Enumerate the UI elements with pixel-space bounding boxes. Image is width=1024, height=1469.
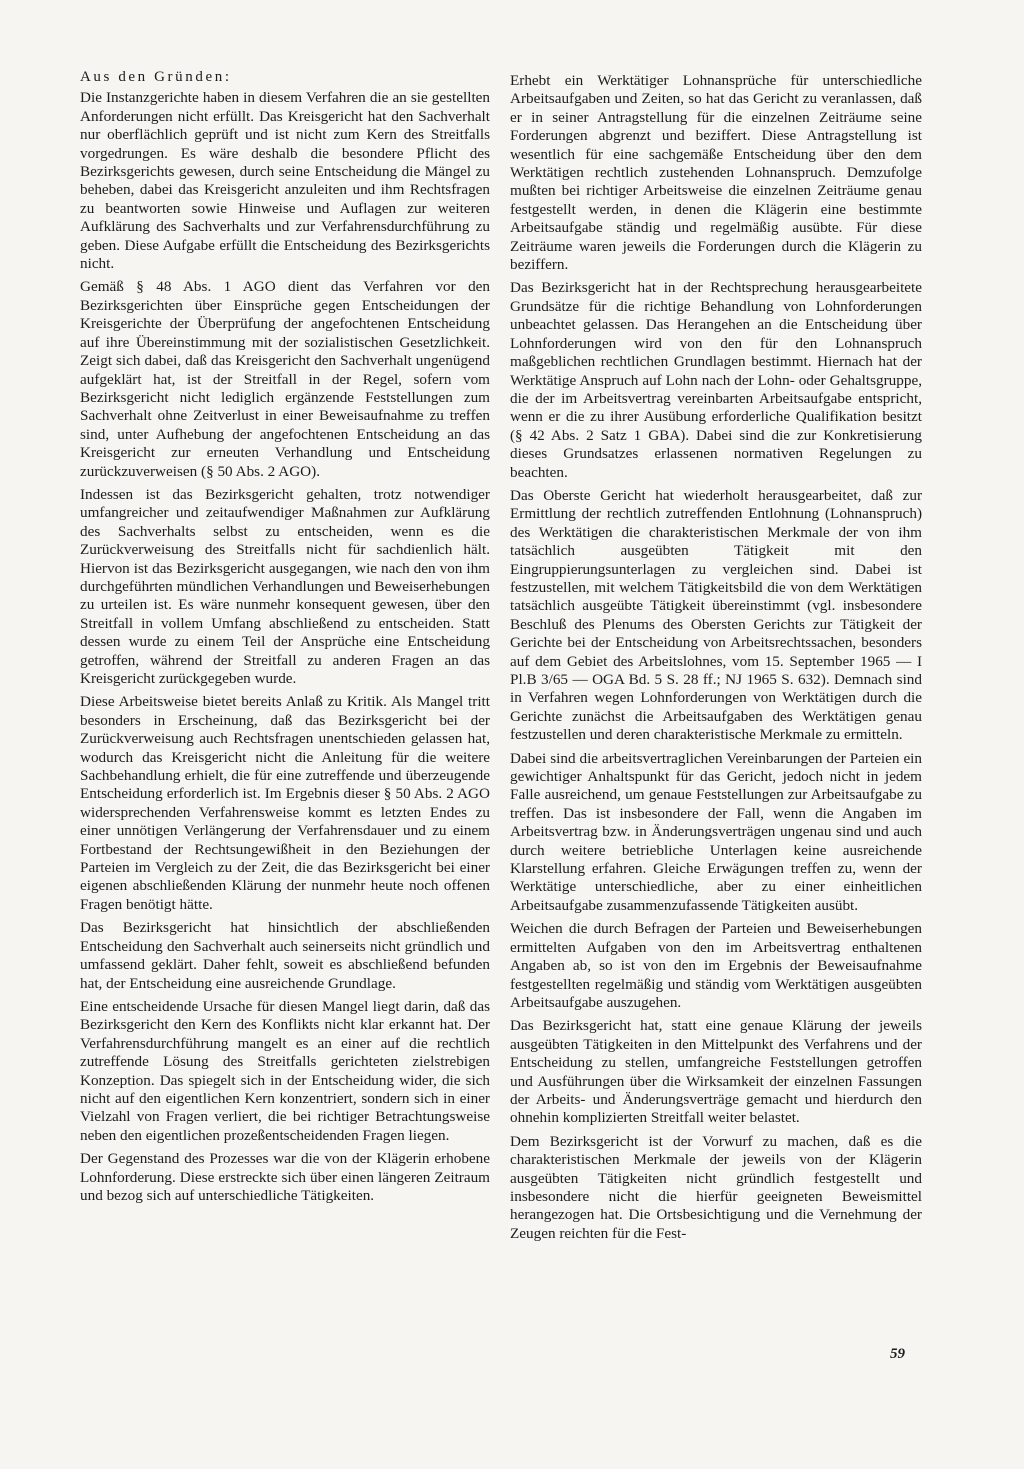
paragraph: Das Bezirksgericht hat hinsichtlich der abschließenden Entscheidung den Sachverhalt auch seinerseits nicht gründlich und umfassend geklärt. Daher fehlt, soweit es abschließend befunden hat, der Entscheidung eine ausreichende Grundlage. bbox=[80, 919, 490, 992]
paragraph: Das Bezirksgericht hat in der Rechtsprechung herausgearbeitete Grundsätze für die richtige Behandlung von Lohnforderungen unbeachtet gelassen. Das Herangehen an die Entscheidung über Lohnforderungen wird von den für den Lohnanspruch maßgeblichen rechtlichen Grundlagen bestimmt. Hiernach hat der Werktätige Anspruch auf Lohn nach der Lohn- oder Gehaltsgruppe, die der im Arbeitsvertrag vereinbarten Arbeitsaufgabe entspricht, wenn er die zu ihrer Ausübung erforderliche Qualifikation besitzt (§ 42 Abs. 2 Satz 1 GBA). Dabei sind die zur Konkretisierung dieses Grundsatzes erlassenen normativen Regelungen zu beachten. bbox=[510, 279, 922, 481]
section-heading: Aus den Gründen: bbox=[80, 69, 232, 85]
page-number: 59 bbox=[890, 1346, 905, 1362]
paragraph: Gemäß § 48 Abs. 1 AGO dient das Verfahren vor den Bezirksgerichten über Einsprüche gegen Entscheidungen der Kreisgerichte der Überprüfung der angefochtenen Entscheidung auf ihre Übereinstimmung mit der sozialistischen Gesetzlichkeit. Zeigt sich dabei, daß das Kreisgericht den Sachverhalt ungenügend aufgeklärt hat, ist der Streitfall in der Regel, sofern vom Bezirksgericht nicht lediglich ergänzende Feststellungen zum Sachverhalt ohne Zeitverlust in einer Beweisaufnahme zu treffen sind, unter Aufhebung der angefochtenen Entscheidung an das Kreisgericht zur erneuten Verhandlung und Entscheidung zurückzuverweisen (§ 50 Abs. 2 AGO). bbox=[80, 278, 490, 480]
paragraph: Weichen die durch Befragen der Parteien und Beweiserhebungen ermittelten Aufgaben von den im Arbeitsvertrag enthaltenen Angaben ab, so ist von den im Ergebnis der Beweisaufnahme festgestellten regelmäßig und ständig vom Werktätigen ausgeübten Arbeitsaufgabe auszugehen. bbox=[510, 920, 922, 1011]
paragraph: Dabei sind die arbeitsvertraglichen Vereinbarungen der Parteien ein gewichtiger Anhaltspunkt für das Gericht, jedoch nicht in jedem Falle ausreichend, um genaue Feststellungen zur Arbeitsaufgabe zu treffen. Das ist insbesondere der Fall, wenn die Angaben im Arbeitsvertrag bzw. in Änderungsverträgen ungenau sind und auch durch weitere betriebliche Unterlagen keine ausreichende Klarstellung erfahren. Gleiche Erwägungen treffen zu, wenn der Werktätige unterschiedliche, aber zu einer einheitlichen Arbeitsaufgabe zusammenzufassende Tätigkeiten ausübt. bbox=[510, 749, 922, 914]
paragraph: Diese Arbeitsweise bietet bereits Anlaß zu Kritik. Als Mangel tritt besonders in Erscheinung, daß das Bezirksgericht bei der Zurückverweisung auch Rechtsfragen unentschieden gelassen hat, wodurch das Kreisgericht nicht die Anleitung für die weitere Sachbehandlung erhielt, die für eine zutreffende und überzeugende Entscheidung erforderlich ist. Im Ergebnis dieser § 50 Abs. 2 AGO widersprechenden Verfahrensweise kommt es letzten Endes zu einer unnötigen Verlängerung der Verfahrensdauer und zu einem Fortbestand der Rechtsungewißheit in den Beziehungen der Parteien im Vergleich zu der Zeit, die das Bezirksgericht bei einer eigenen abschließenden Klärung der nunmehr heute noch offenen Fragen benötigt hätte. bbox=[80, 693, 490, 913]
paragraph: Dem Bezirksgericht ist der Vorwurf zu machen, daß es die charakteristischen Merkmale der jeweils von der Klägerin ausgeübten Tätigkeiten nicht gründlich festgestellt und insbesondere nicht die hierfür geeigneten Beweismittel herangezogen hat. Die Ortsbesichtigung und die Vernehmung der Zeugen reichten für die Fest- bbox=[510, 1132, 922, 1242]
paragraph: Das Bezirksgericht hat, statt eine genaue Klärung der jeweils ausgeübten Tätigkeiten in den Mittelpunkt des Verfahrens und der Entscheidung zu stellen, umfangreiche Feststellungen getroffen und Ausführungen über die Wirksamkeit der einzelnen Fassungen der Arbeits- und Änderungsverträge gemacht und hierdurch den ohnehin komplizierten Streitfall weiter belastet. bbox=[510, 1017, 922, 1127]
left-column bbox=[80, 68, 490, 1210]
right-column bbox=[510, 72, 922, 1248]
paragraph: Die Instanzgerichte haben in diesem Verfahren die an sie gestellten Anforderungen nicht erfüllt. Das Kreisgericht hat den Sachverhalt nur oberflächlich geprüft und ist nicht zum Kern des Streitfalls vorgedrungen. Es wäre deshalb die besondere Pflicht des Bezirksgerichts gewesen, durch seine Entscheidung die Mängel zu beheben, dabei das Kreisgericht anzuleiten und ihm Rechtsfragen zu beantworten sowie Hinweise und Auflagen zur weiteren Aufklärung des Sachverhalts und zur Verfahrensdurchführung zu geben. Diese Aufgabe erfüllt die Entscheidung des Bezirksgerichts nicht. bbox=[80, 89, 490, 273]
paragraph: Eine entscheidende Ursache für diesen Mangel liegt darin, daß das Bezirksgericht den Kern des Konflikts nicht klar erkannt hat. Der Verfahrensdurchführung mangelt es an einer auf die rechtlich zutreffende Lösung des Streitfalls gerichteten zielstrebigen Konzeption. Das spiegelt sich in der Entscheidung wider, die sich nicht auf den eigentlichen Kern konzentriert, sondern sich in einer Vielzahl von Fragen verliert, die bei richtiger Betrachtungsweise neben den eigentlichen prozeßentscheidenden Fragen liegen. bbox=[80, 997, 490, 1144]
paragraph: Erhebt ein Werktätiger Lohnansprüche für unterschiedliche Arbeitsaufgaben und Zeiten, so hat das Gericht zu veranlassen, daß er in seiner Antragstellung für die einzelnen Zeiträume seine Forderungen abgrenzt und beziffert. Diese Antragstellung ist wesentlich für eine sachgemäße Entscheidung über den dem Werktätigen rechtlich zustehenden Lohnanspruch. Demzufolge mußten bei richtiger Arbeitsweise die einzelnen Zeiträume genau festgestellt werden, in denen die Klägerin eine bestimmte Arbeitsaufgabe ständig und regelmäßig ausübte. Für diese Zeiträume waren jeweils die Forderungen durch die Klägerin zu beziffern. bbox=[510, 72, 922, 274]
paragraph: Das Oberste Gericht hat wiederholt herausgearbeitet, daß zur Ermittlung der rechtlich zutreffenden Entlohnung (Lohnanspruch) des Werktätigen die charakteristischen Merkmale der von ihm tatsächlich ausgeübten Tätigkeit mit den Eingruppierungsunterlagen zu vergleichen sind. Dabei ist festzustellen, mit welchem Tätigkeitsbild die von dem Werktätigen tatsächlich ausgeübte Tätigkeit übereinstimmt (vgl. insbesondere Beschluß des Plenums des Obersten Gerichts zur Tätigkeit der Gerichte bei der Entscheidung von Arbeitsrechtssachen, besonders auf dem Gebiet des Arbeitslohnes, vom 15. September 1965 — I Pl.B 3/65 — OGA Bd. 5 S. 28 ff.; NJ 1965 S. 632). Demnach sind in Verfahren wegen Lohnforderungen von Werktätigen durch die Gerichte zunächst die Arbeitsaufgaben des Werktätigen genau festzustellen und deren charakteristische Merkmale zu ermitteln. bbox=[510, 486, 922, 744]
paragraph: Der Gegenstand des Prozesses war die von der Klägerin erhobene Lohnforderung. Diese erstreckte sich über einen längeren Zeitraum und bezog sich auf unterschiedliche Tätigkeiten. bbox=[80, 1150, 490, 1204]
paragraph: Indessen ist das Bezirksgericht gehalten, trotz notwendiger umfangreicher und zeitaufwendiger Maßnahmen zur Aufklärung des Sachverhalts selbst zu entscheiden, wenn es die Zurückverweisung des Streitfalls nicht für sachdienlich hält. Hiervon ist das Bezirksgericht ausgegangen, wie nach den von ihm durchgeführten mündlichen Verhandlungen und Beweiserhebungen zu urteilen ist. Es wäre nunmehr konsequent gewesen, über den Streitfall in vollem Umfang abschließend zu entscheiden. Statt dessen wurde zu einem Teil der Ansprüche eine Entscheidung getroffen, während der Streitfall zu anderen Fragen an das Kreisgericht zurückgegeben wurde. bbox=[80, 485, 490, 687]
